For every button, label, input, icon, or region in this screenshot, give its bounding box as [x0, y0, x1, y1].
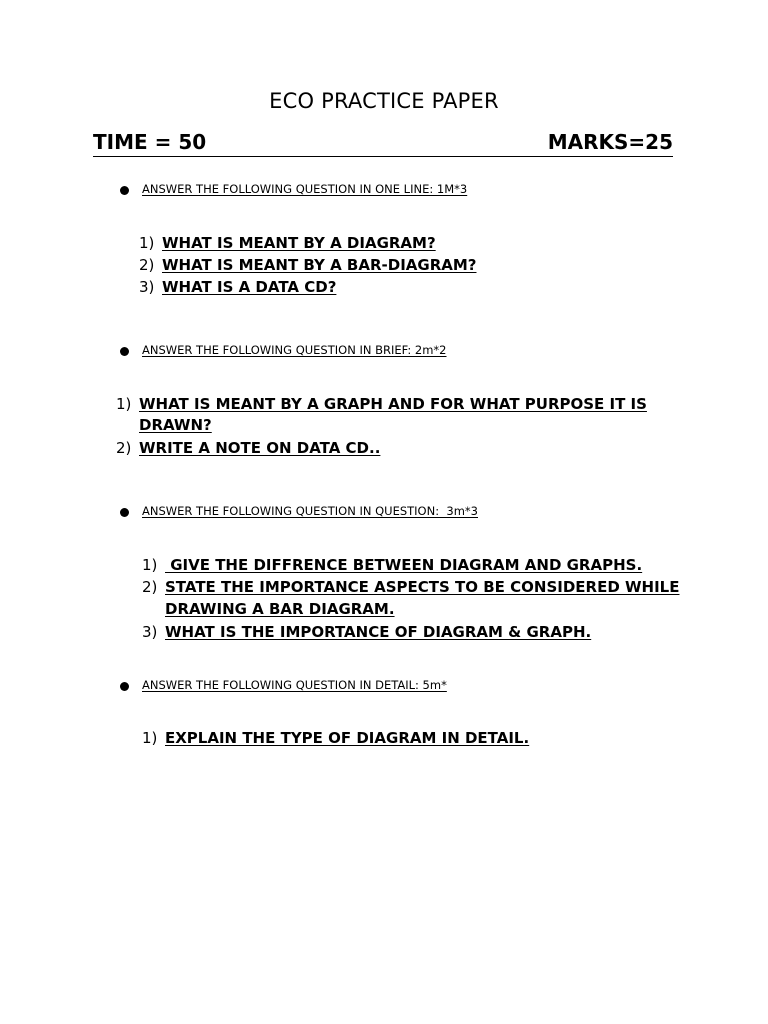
- bullet-icon: [120, 682, 129, 691]
- instruction-text: ANSWER THE FOLLOWING QUESTION IN DETAIL: 5m*: [142, 678, 447, 692]
- bullet-icon: [120, 186, 129, 195]
- question-text: WHAT IS A DATA CD?: [162, 278, 337, 296]
- question-text: WHAT IS MEANT BY A BAR-DIAGRAM?: [162, 256, 477, 274]
- marks-label: MARKS=25: [547, 130, 673, 154]
- question-number: 3): [139, 278, 155, 296]
- question-text-line-2: DRAWING A BAR DIAGRAM.: [165, 600, 395, 618]
- instruction-text: ANSWER THE FOLLOWING QUESTION IN QUESTION: 3m*3: [142, 504, 478, 518]
- page-title: ECO PRACTICE PAPER: [269, 89, 499, 113]
- question-text-line-1: WHAT IS MEANT BY A GRAPH AND FOR WHAT PURPOSE IT IS: [139, 395, 647, 413]
- instruction-text: ANSWER THE FOLLOWING QUESTION IN ONE LINE: 1M*3: [142, 182, 468, 196]
- question-text: WHAT IS MEANT BY A DIAGRAM?: [162, 234, 436, 252]
- question-text: GIVE THE DIFFRENCE BETWEEN DIAGRAM AND GRAPHS.: [165, 556, 643, 574]
- question-text-line-1: STATE THE IMPORTANCE ASPECTS TO BE CONSIDERED WHILE: [165, 578, 680, 596]
- question-number: 2): [139, 256, 155, 274]
- question-text: EXPLAIN THE TYPE OF DIAGRAM IN DETAIL.: [165, 729, 530, 747]
- time-marks-line: [93, 130, 673, 157]
- bullet-icon: [120, 508, 129, 517]
- question-number: 3): [142, 623, 158, 641]
- question-text: WRITE A NOTE ON DATA CD..: [139, 439, 381, 457]
- question-number: 1): [142, 556, 158, 574]
- question-number: 2): [116, 439, 132, 457]
- question-number: 2): [142, 578, 158, 596]
- question-text-line-2: DRAWN?: [139, 416, 212, 434]
- instruction-text: ANSWER THE FOLLOWING QUESTION IN BRIEF: 2m*2: [142, 343, 447, 357]
- bullet-icon: [120, 347, 129, 356]
- question-number: 1): [116, 395, 132, 413]
- question-number: 1): [139, 234, 155, 252]
- time-label: TIME = 50: [93, 130, 207, 154]
- question-text: WHAT IS THE IMPORTANCE OF DIAGRAM & GRAPH.: [165, 623, 592, 641]
- question-number: 1): [142, 729, 158, 747]
